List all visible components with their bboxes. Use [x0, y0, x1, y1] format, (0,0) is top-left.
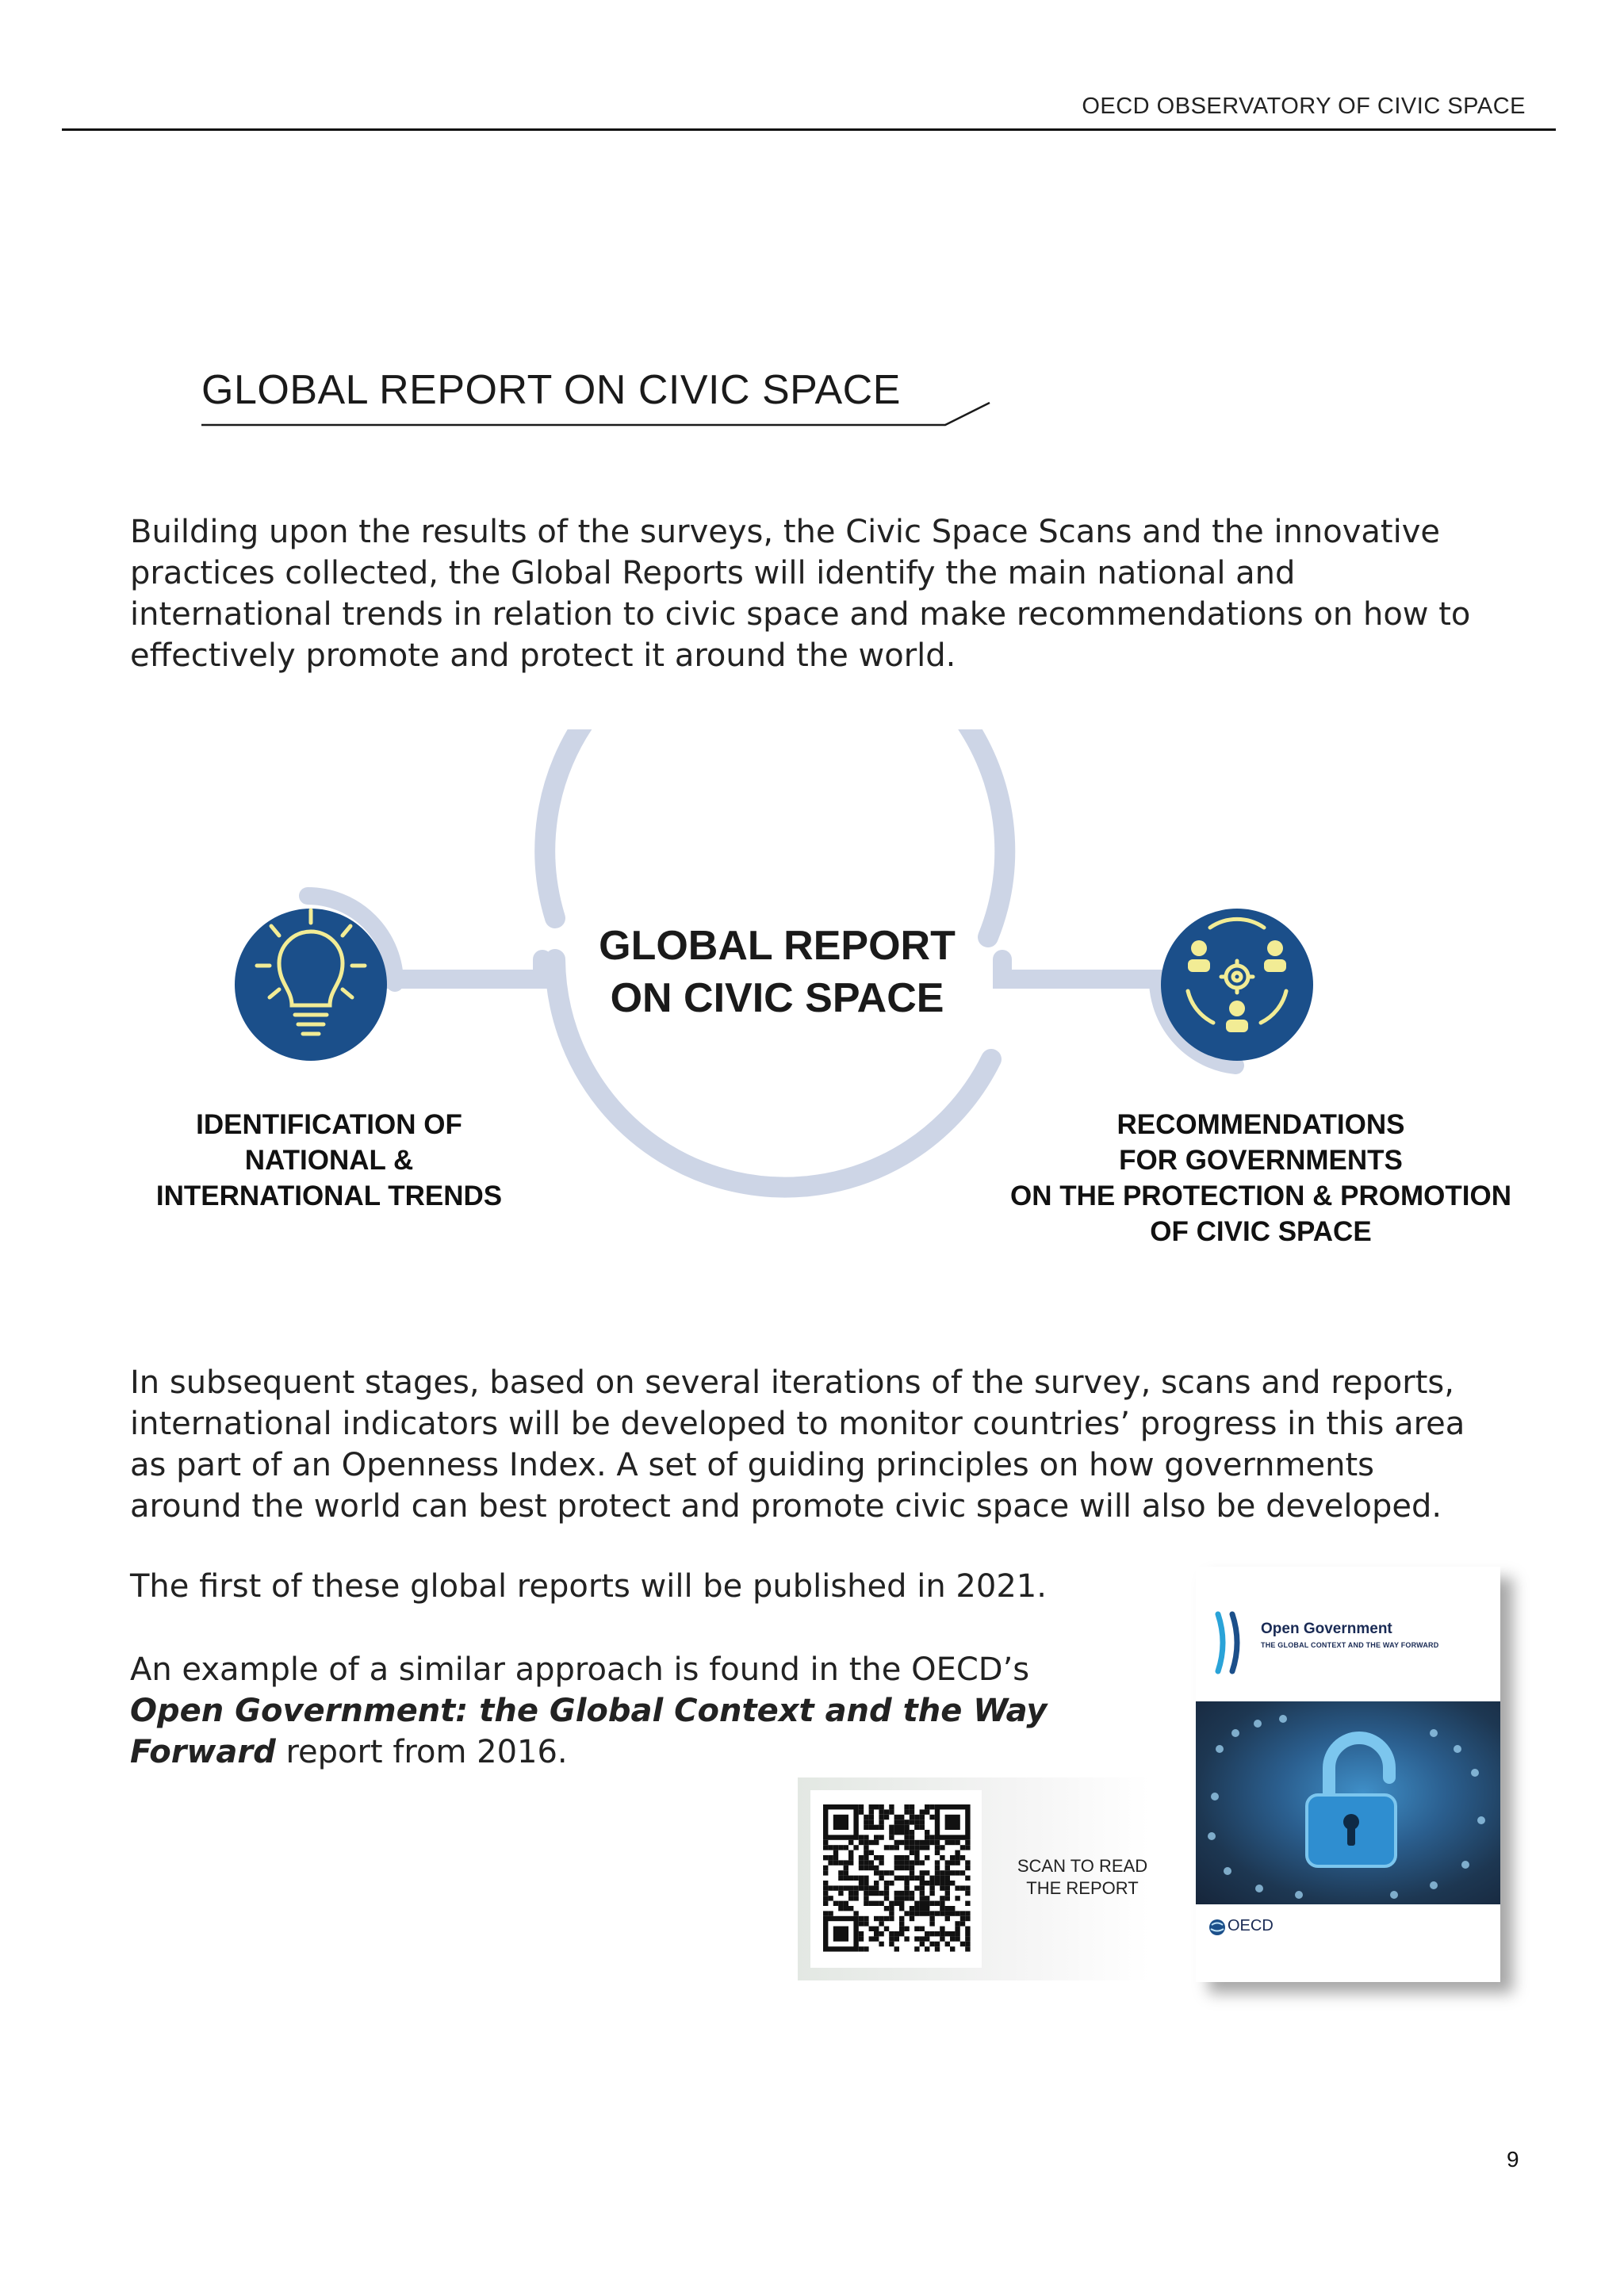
page-number: 9: [1507, 2147, 1519, 2172]
caption-line: INTERNATIONAL TRENDS: [155, 1181, 503, 1211]
report-cover[interactable]: [1196, 1567, 1500, 1982]
padlock-icon: [1196, 1701, 1500, 1904]
cover-publisher: OECD: [1228, 1917, 1274, 1934]
example-paragraph: [130, 1649, 1129, 1773]
caption-line: IDENTIFICATION OF: [196, 1109, 462, 1140]
left-caption: [135, 1107, 523, 1214]
scan-label-line: SCAN TO READ: [1017, 1856, 1148, 1876]
oecd-logo-icon: [1210, 1611, 1254, 1674]
qr-code-box[interactable]: [810, 1790, 982, 1968]
right-caption: [983, 1107, 1538, 1249]
diagram-title-line: GLOBAL REPORT: [599, 923, 956, 969]
scan-label-line: THE REPORT: [1026, 1878, 1139, 1898]
people-gear-icon: [1161, 909, 1313, 1061]
caption-line: RECOMMENDATIONS: [1116, 1109, 1405, 1140]
intro-paragraph: Building upon the results of the surveys, the Civic Space Scans and the innovative practices collected, the Global Reports will identify the main national and international trends in relation to civic space and make recommendations on how to effectively promote and protect it around the world.: [130, 514, 1471, 674]
cover-subtitle: THE GLOBAL CONTEXT AND THE WAY FORWARD: [1261, 1641, 1439, 1649]
cover-title: Open Government: [1261, 1621, 1392, 1637]
diagram-center-title: [587, 920, 967, 1024]
first-report-paragraph: The first of these global reports will be published in 2021.: [130, 1568, 1047, 1605]
caption-line: NATIONAL &: [244, 1145, 414, 1176]
scan-label: [1007, 1855, 1158, 1900]
diagram-title-line: ON CIVIC SPACE: [610, 975, 944, 1021]
section-title: GLOBAL REPORT ON CIVIC SPACE: [201, 367, 901, 413]
stages-paragraph: In subsequent stages, based on several iterations of the survey, scans and reports, international indicators will be developed to monitor countries’ progress in this area as part of an Openness Index. A set of guiding principles on how governments around the world can best protect and promote civic space will also be developed.: [130, 1364, 1465, 1525]
example-prefix: An example of a similar approach is found in the OECD’s: [130, 1651, 1030, 1688]
right-connector: [1002, 959, 1161, 979]
report-title-link: Open Government: the Global Context and the Way Forward: [130, 1693, 1048, 1770]
oecd-globe-icon: [1208, 1919, 1226, 1936]
ring-upper-arc: [545, 729, 1005, 937]
cover-image: [1196, 1701, 1500, 1904]
example-suffix: report from 2016.: [275, 1734, 568, 1770]
left-connector: [384, 959, 542, 979]
title-underline: [0, 0, 1624, 444]
caption-line: OF CIVIC SPACE: [1150, 1216, 1372, 1247]
caption-line: ON THE PROTECTION & PROMOTION: [1010, 1181, 1511, 1211]
lightbulb-icon: [235, 909, 387, 1061]
caption-line: FOR GOVERNMENTS: [1119, 1145, 1403, 1176]
running-header: OECD OBSERVATORY OF CIVIC SPACE: [1082, 94, 1526, 119]
qr-code-icon: [810, 1790, 982, 1968]
